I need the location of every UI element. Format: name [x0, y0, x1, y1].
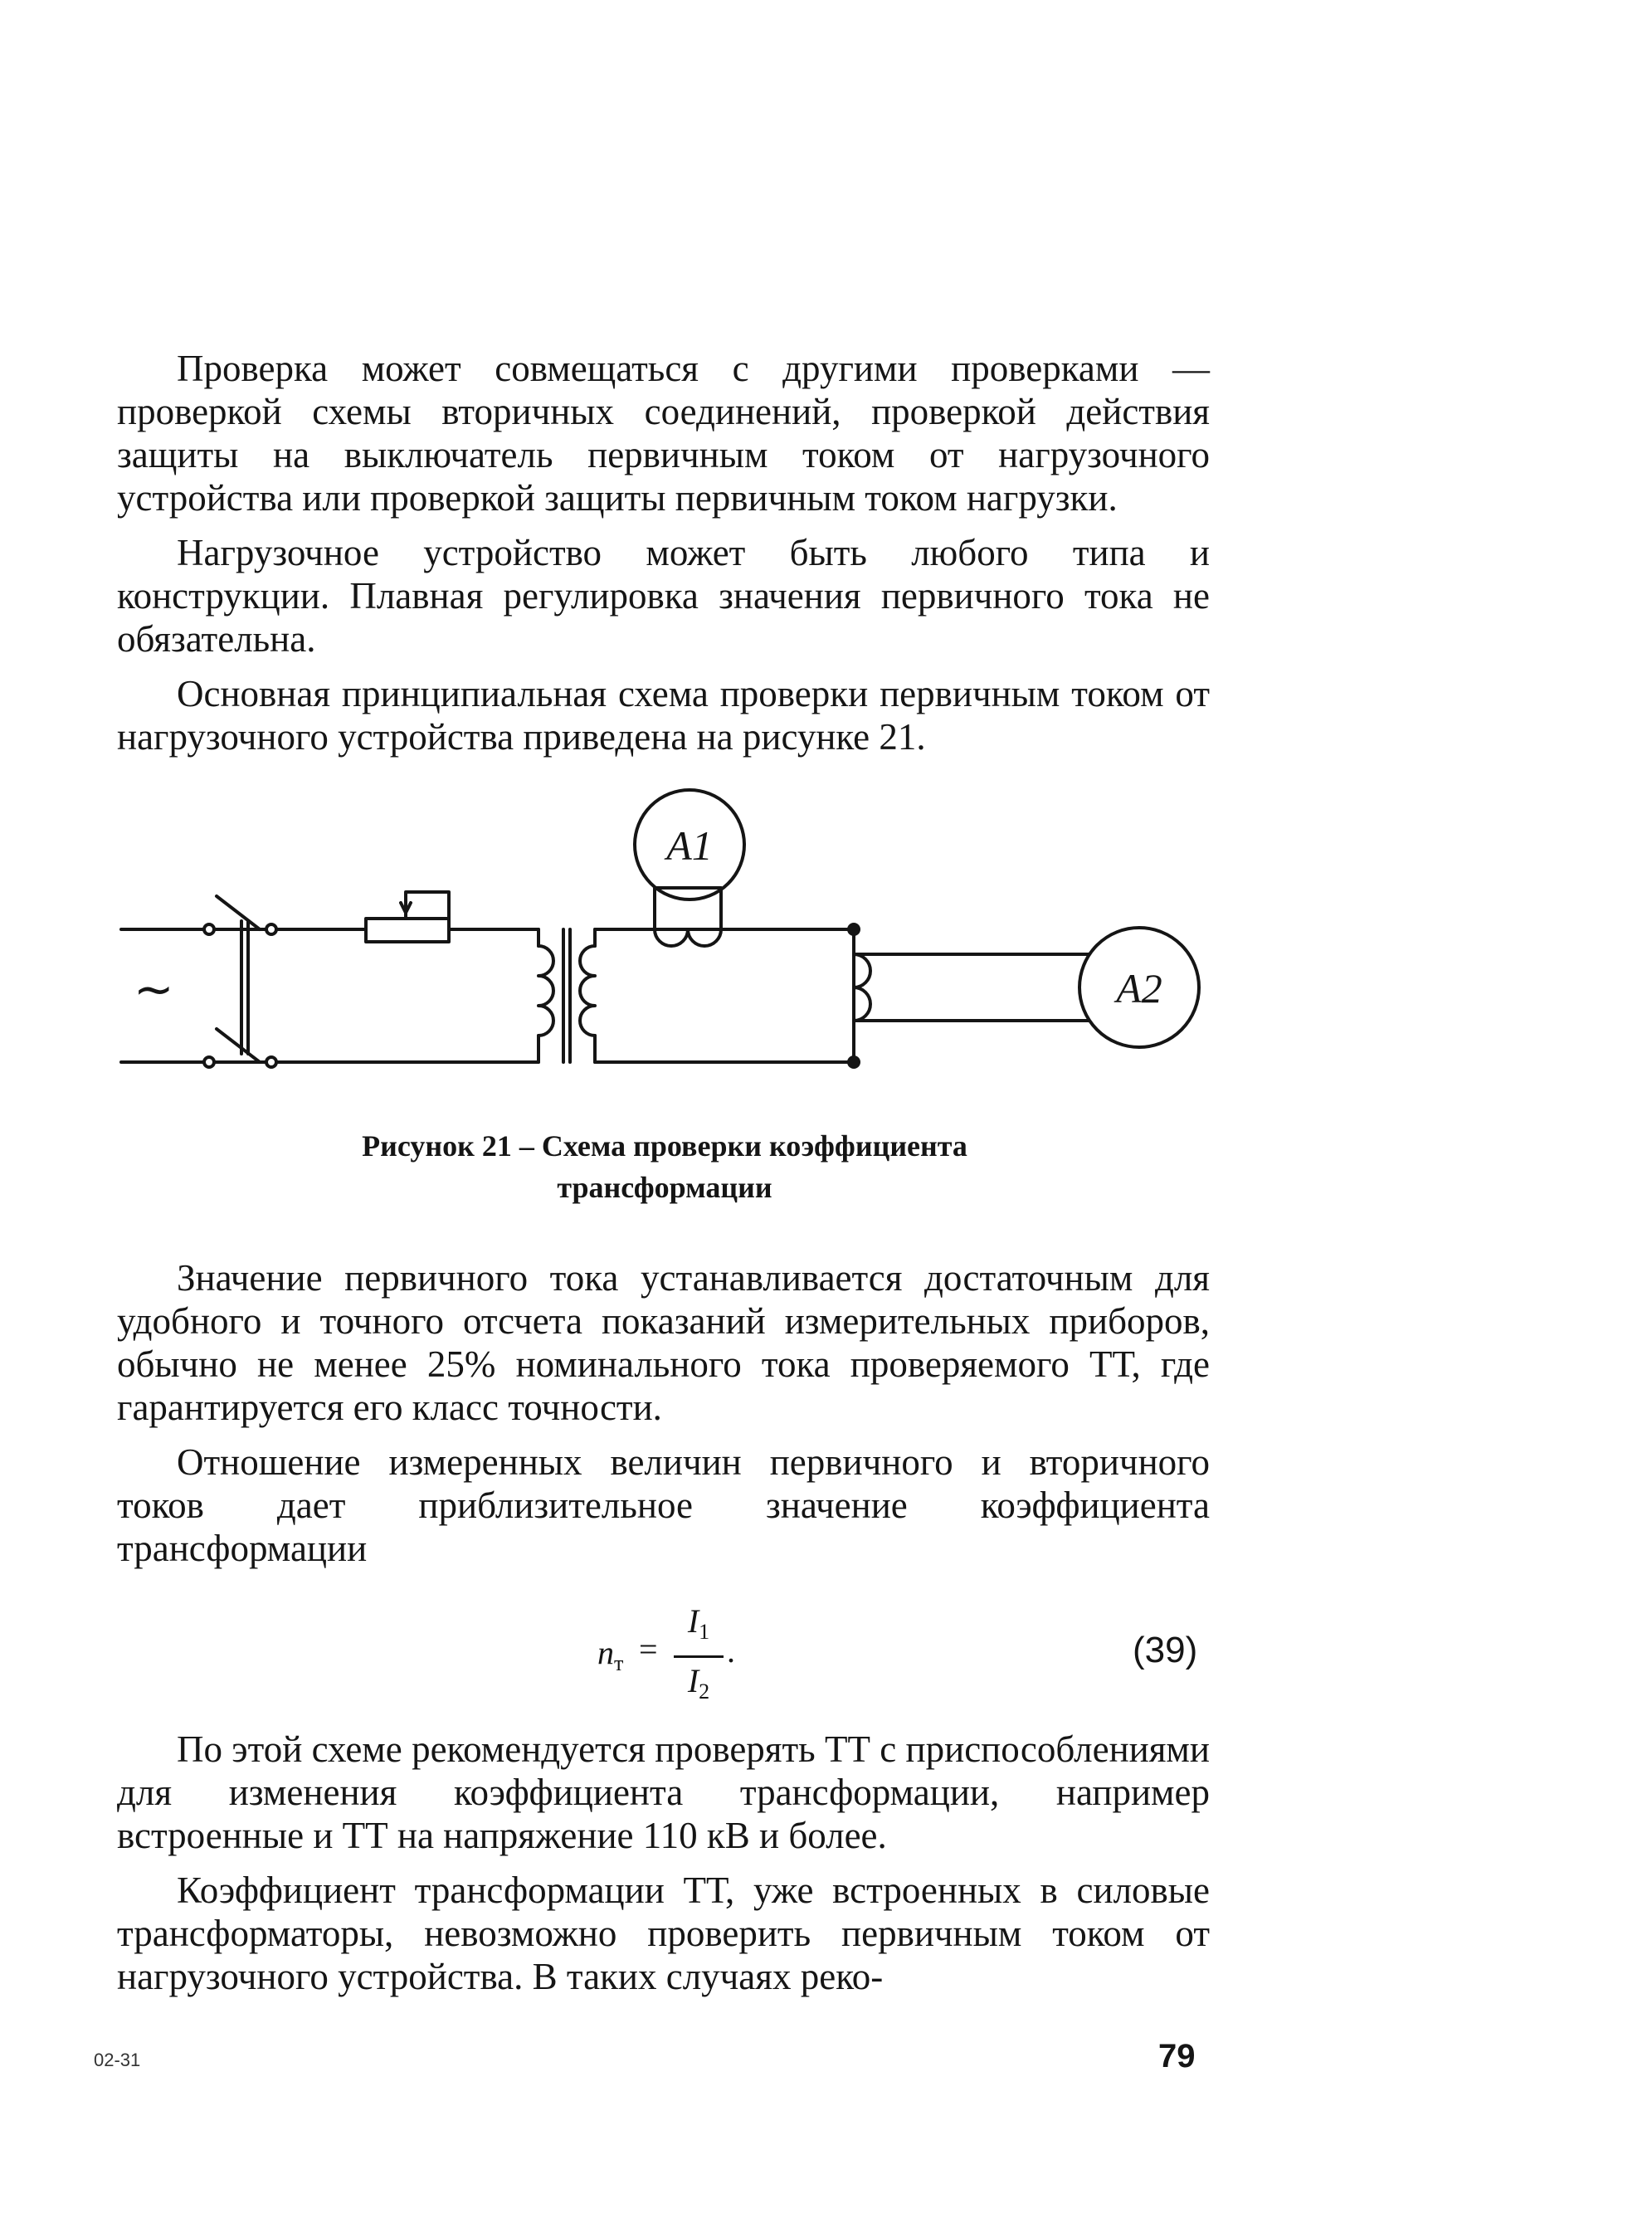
formula-subscript: т	[614, 1651, 624, 1675]
formula-var-i: I	[687, 1662, 699, 1699]
formula-subscript: 2	[699, 1679, 710, 1704]
rheostat	[366, 919, 449, 942]
formula-end: .	[727, 1632, 735, 1670]
formula-39	[597, 1600, 797, 1708]
paragraph: По этой схеме рекомендуется проверять ТТ с приспособлениями для изменения коэффициента трансформации, например встроенные и ТТ на напряжение 110 кВ и более.	[117, 1728, 1210, 1856]
paragraph: Нагрузочное устройство может быть любого типа и конструкции. Плавная регулировка значения первичного тока не обязательна.	[117, 532, 1210, 660]
ammeter-a1-label: A1	[666, 822, 713, 869]
switch-blade-top	[217, 896, 260, 929]
formula-var-n: n	[597, 1634, 614, 1671]
paragraph: Значение первичного тока устанавливается достаточным для удобного и точного отсчета показаний измерительных приборов, обычно не менее 25% номинального тока проверяемого ТТ, где гарантируется его класс точности.	[117, 1257, 1210, 1428]
ct-a1-winding	[655, 929, 721, 946]
caption-line: Рисунок 21 – Схема проверки коэффициента	[362, 1129, 967, 1163]
ct-under-test-winding	[854, 954, 870, 1021]
formula-subscript: 1	[699, 1620, 710, 1644]
page-number: 79	[1158, 2038, 1196, 2074]
equation-number: (39)	[1133, 1630, 1198, 1670]
formula-var-i: I	[687, 1602, 699, 1640]
paragraph: Основная принципиальная схема проверки первичным током от нагрузочного устройства приведена на рисунке 21.	[117, 673, 1210, 758]
ac-source-symbol: ~	[134, 961, 174, 1017]
junction-dot	[847, 923, 860, 936]
formula-fraction	[674, 1600, 724, 1713]
fraction-bar	[674, 1655, 724, 1658]
circuit-diagram-svg	[117, 788, 1212, 1087]
circuit-diagram	[117, 788, 1212, 1087]
formula-lhs	[597, 1633, 623, 1676]
formula-equals: =	[639, 1631, 658, 1668]
caption-line: трансформации	[557, 1171, 772, 1204]
paragraph: Проверка может совмещаться с другими проверками — проверкой схемы вторичных соединений, проверкой действия защиты на выключатель первичным током от нагрузочного устройства или проверкой защиты первичным током нагрузки.	[117, 348, 1210, 519]
transformer-primary-winding	[538, 946, 553, 1036]
text-block-bottom	[117, 1728, 1210, 1998]
switch-blade-bottom	[217, 1029, 260, 1062]
paragraph: Коэффициент трансформации ТТ, уже встроенных в силовые трансформаторы, невозможно проверить первичным током от нагрузочного устройства. В таких случаях реко-	[117, 1869, 1210, 1997]
figure-caption	[117, 1125, 1212, 1208]
text-block-middle	[117, 1256, 1210, 1570]
print-code: 02-31	[94, 2050, 141, 2070]
formula-numerator	[674, 1600, 724, 1654]
text-block-top	[117, 347, 1210, 758]
paragraph: Отношение измеренных величин первичного и вторичного токов дает приблизительное значение коэффициента трансформации	[117, 1441, 1210, 1569]
transformer-secondary-winding	[580, 946, 595, 1036]
ammeter-a2-label: A2	[1116, 965, 1162, 1012]
junction-dot	[847, 1055, 860, 1069]
formula-denominator	[674, 1660, 724, 1713]
